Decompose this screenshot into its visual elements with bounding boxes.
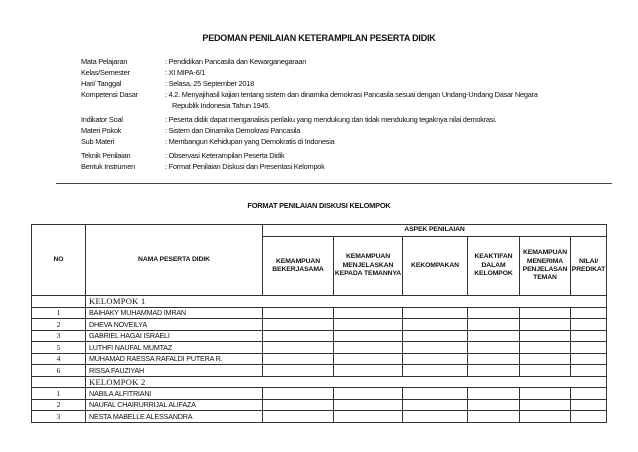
group-label: KELOMPOK 1 <box>86 296 607 308</box>
info-label: Indikator Soal <box>81 115 123 124</box>
table-row <box>32 388 607 400</box>
student-no: 1 <box>32 388 86 400</box>
score-cell[interactable] <box>403 330 468 342</box>
student-no: 2 <box>32 399 86 411</box>
page-title: PEDOMAN PENILAIAN KETERAMPILAN PESERTA DIDIK <box>202 33 436 43</box>
table-row <box>32 342 607 354</box>
score-cell[interactable] <box>468 365 520 377</box>
student-name: DHEVA NOVEILYA <box>86 319 263 331</box>
student-no: 2 <box>32 319 86 331</box>
score-cell[interactable] <box>571 330 607 342</box>
score-cell[interactable] <box>334 411 403 423</box>
score-cell[interactable] <box>468 399 520 411</box>
score-cell[interactable] <box>334 319 403 331</box>
score-cell[interactable] <box>403 342 468 354</box>
score-cell[interactable] <box>571 388 607 400</box>
score-cell[interactable] <box>263 342 334 354</box>
student-name: NABILA ALFITRIANI <box>86 388 263 400</box>
info-value: : Selasa, 25 September 2018 <box>165 79 254 88</box>
info-label: Teknik Penilaian <box>81 151 131 160</box>
score-cell[interactable] <box>520 399 571 411</box>
score-cell[interactable] <box>403 353 468 365</box>
score-cell[interactable] <box>263 353 334 365</box>
student-name: LUTHFI NAUFAL MUMTAZ <box>86 342 263 354</box>
info-value: : Membangun Kehidupan yang Demokratis di Indonesia <box>165 137 335 146</box>
info-value: : Pendidikan Pancasila dan Kewarganegaraan <box>165 57 307 66</box>
score-cell[interactable] <box>263 411 334 423</box>
info-value: : Peserta didik dapat menganalisis perilaku yang mendukung dan tidak mendukung tegaknya nilai demokrasi. <box>165 115 497 124</box>
info-value: Republik Indonesia Tahun 1945. <box>172 101 270 110</box>
student-name: RISSA FAUZIYAH <box>86 365 263 377</box>
table-row <box>32 330 607 342</box>
score-cell[interactable] <box>571 411 607 423</box>
score-cell[interactable] <box>520 330 571 342</box>
score-cell[interactable] <box>263 330 334 342</box>
info-value: : 4.2. Menyajihasil kajian tentang sistem dan dinamika demokrasi Pancasila sesuai dengan Undang-Undang Dasar Negara <box>165 90 538 99</box>
info-label: Hari/ Tanggal <box>81 79 122 88</box>
header-aspects: ASPEK PENILAIAN <box>263 225 607 237</box>
header-score: NILAI/ PREDIKAT <box>571 237 607 296</box>
student-name: BAIHAKY MUHAMMAD IMRAN <box>86 307 263 319</box>
group-no-cell <box>32 376 86 388</box>
info-label: Kompetensi Dasar <box>81 90 138 99</box>
header-aspect: KEKOMPAKAN <box>403 237 468 296</box>
student-name: NESTA MABELLE ALESSANDRA <box>86 411 263 423</box>
info-value: : Format Penilaian Diskusi dan Presentasi Kelompok <box>165 162 325 171</box>
info-label: Materi Pokok <box>81 126 122 135</box>
score-cell[interactable] <box>468 388 520 400</box>
header-aspect: KEMAMPUAN MENJELASKAN KEPADA TEMANNYA <box>334 237 403 296</box>
score-cell[interactable] <box>520 411 571 423</box>
info-label: Mata Pelajaran <box>81 57 128 66</box>
info-value: : Observasi Keterampilan Peserta Didik <box>165 151 285 160</box>
score-cell[interactable] <box>334 388 403 400</box>
score-cell[interactable] <box>520 388 571 400</box>
info-label: Bentuk Instrumen <box>81 162 135 171</box>
header-name: NAMA PESERTA DIDIK <box>86 225 263 296</box>
score-cell[interactable] <box>571 365 607 377</box>
header-aspect: KEMAMPUAN BEKERJASAMA <box>263 237 334 296</box>
score-cell[interactable] <box>468 330 520 342</box>
score-cell[interactable] <box>403 319 468 331</box>
table-row <box>32 411 607 423</box>
student-name: NAUFAL CHAIRURRIJAL ALIFAZA <box>86 399 263 411</box>
table-row <box>32 365 607 377</box>
student-no: 5 <box>32 342 86 354</box>
score-cell[interactable] <box>571 342 607 354</box>
score-cell[interactable] <box>403 307 468 319</box>
assessment-table <box>31 224 607 423</box>
score-cell[interactable] <box>468 307 520 319</box>
info-value: : XI MIPA-6/1 <box>165 68 206 77</box>
info-label: Sub Materi <box>81 137 115 146</box>
info-label: Kelas/Semester <box>81 68 130 77</box>
table-row <box>32 399 607 411</box>
group-row <box>32 376 607 388</box>
student-name: MUHAMAD RAESSA RAFALDI PUTERA R. <box>86 353 263 365</box>
score-cell[interactable] <box>468 353 520 365</box>
score-cell[interactable] <box>263 319 334 331</box>
header-aspect: KEAKTIFAN DALAM KELOMPOK <box>468 237 520 296</box>
score-cell[interactable] <box>468 342 520 354</box>
divider <box>56 183 612 184</box>
score-cell[interactable] <box>571 319 607 331</box>
score-cell[interactable] <box>334 399 403 411</box>
student-no: 4 <box>32 353 86 365</box>
score-cell[interactable] <box>334 342 403 354</box>
score-cell[interactable] <box>263 307 334 319</box>
score-cell[interactable] <box>403 399 468 411</box>
group-no-cell <box>32 296 86 308</box>
score-cell[interactable] <box>468 411 520 423</box>
score-cell[interactable] <box>334 353 403 365</box>
student-no: 6 <box>32 365 86 377</box>
student-no: 3 <box>32 330 86 342</box>
score-cell[interactable] <box>403 365 468 377</box>
score-cell[interactable] <box>334 365 403 377</box>
score-cell[interactable] <box>520 319 571 331</box>
score-cell[interactable] <box>263 399 334 411</box>
score-cell[interactable] <box>468 319 520 331</box>
header-no: NO <box>32 225 86 296</box>
table-row <box>32 353 607 365</box>
section-title: FORMAT PENILAIAN DISKUSI KELOMPOK <box>247 201 391 210</box>
score-cell[interactable] <box>571 399 607 411</box>
student-no: 3 <box>32 411 86 423</box>
score-cell[interactable] <box>403 411 468 423</box>
score-cell[interactable] <box>571 353 607 365</box>
score-cell[interactable] <box>263 365 334 377</box>
group-row <box>32 296 607 308</box>
table-row <box>32 307 607 319</box>
score-cell[interactable] <box>334 330 403 342</box>
table-row <box>32 319 607 331</box>
score-cell[interactable] <box>334 307 403 319</box>
header-aspect: KEMAMPUAN MENERIMA PENJELASAN TEMAN <box>520 237 571 296</box>
group-label: KELOMPOK 2 <box>86 376 607 388</box>
score-cell[interactable] <box>520 365 571 377</box>
score-cell[interactable] <box>571 307 607 319</box>
info-value: : Sistem dan Dinamika Demokrasi Pancasila <box>165 126 301 135</box>
score-cell[interactable] <box>263 388 334 400</box>
score-cell[interactable] <box>520 353 571 365</box>
score-cell[interactable] <box>403 388 468 400</box>
student-no: 1 <box>32 307 86 319</box>
score-cell[interactable] <box>520 307 571 319</box>
student-name: GABRIEL HAGAI ISRAELI <box>86 330 263 342</box>
score-cell[interactable] <box>520 342 571 354</box>
